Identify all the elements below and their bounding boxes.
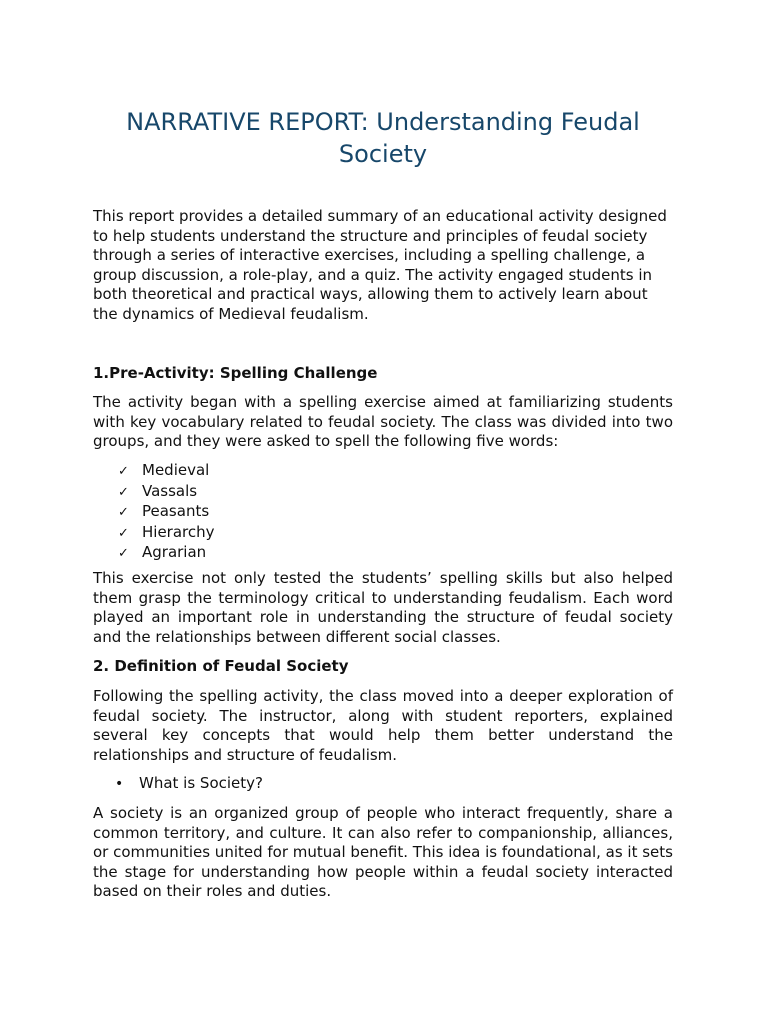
list-item-label: Agrarian <box>142 543 207 561</box>
check-icon: ✓ <box>118 484 129 500</box>
list-item <box>118 523 215 544</box>
list-item <box>118 482 215 503</box>
list-item <box>118 461 215 482</box>
spelling-word-list <box>118 461 215 564</box>
intro-paragraph: This report provides a detailed summary of an educational activity designed to help students understand the structure and principles of feudal society through a series of interactive exercises, including a spelling challenge, a group discussion, a role-play, and a quiz. The activity engaged students in both theoretical and practical ways, allowing them to actively learn about the dynamics of Medieval feudalism. <box>93 207 667 323</box>
list-item-label: Peasants <box>142 502 210 520</box>
check-icon: ✓ <box>118 525 129 541</box>
list-item-label: Hierarchy <box>142 522 215 541</box>
section2-paragraph2: A society is an organized group of people who interact frequently, share a common territory, and culture. It can also refer to companionship, alliances, or communities united for mutual benefit. This idea is foundational, as it sets the stage for understanding how people within a feudal society interacted based on their roles and duties. <box>93 804 673 900</box>
list-item <box>115 774 263 795</box>
section-heading-definition: 2. Definition of Feudal Society <box>93 657 349 675</box>
section-heading-spelling-challenge: 1.Pre-Activity: Spelling Challenge <box>93 364 378 382</box>
list-item-label: What is Society? <box>139 774 263 792</box>
bullet-icon: • <box>115 776 124 792</box>
check-icon: ✓ <box>118 505 129 520</box>
check-icon: ✓ <box>118 464 129 479</box>
check-icon: ✓ <box>118 546 129 561</box>
list-item <box>118 502 215 523</box>
section1-paragraph2: This exercise not only tested the students’ spelling skills but also helped them grasp the terminology critical to understanding feudalism. Each word played an important role in understanding the structure of feudal society and the relationships between different social classes. <box>93 569 673 646</box>
list-item <box>118 543 215 564</box>
list-item-label: Medieval <box>142 461 210 479</box>
list-item-label: Vassals <box>142 481 198 500</box>
document-title: NARRATIVE REPORT: Understanding Feudal Society <box>126 108 640 168</box>
section2-paragraph1: Following the spelling activity, the class moved into a deeper exploration of feudal society. The instructor, along with student reporters, explained several key concepts that would help them better understand the relationships and structure of feudalism. <box>93 687 673 764</box>
section1-paragraph1: The activity began with a spelling exercise aimed at familiarizing students with key vocabulary related to feudal society. The class was divided into two groups, and they were asked to spell the following five words: <box>93 393 673 450</box>
